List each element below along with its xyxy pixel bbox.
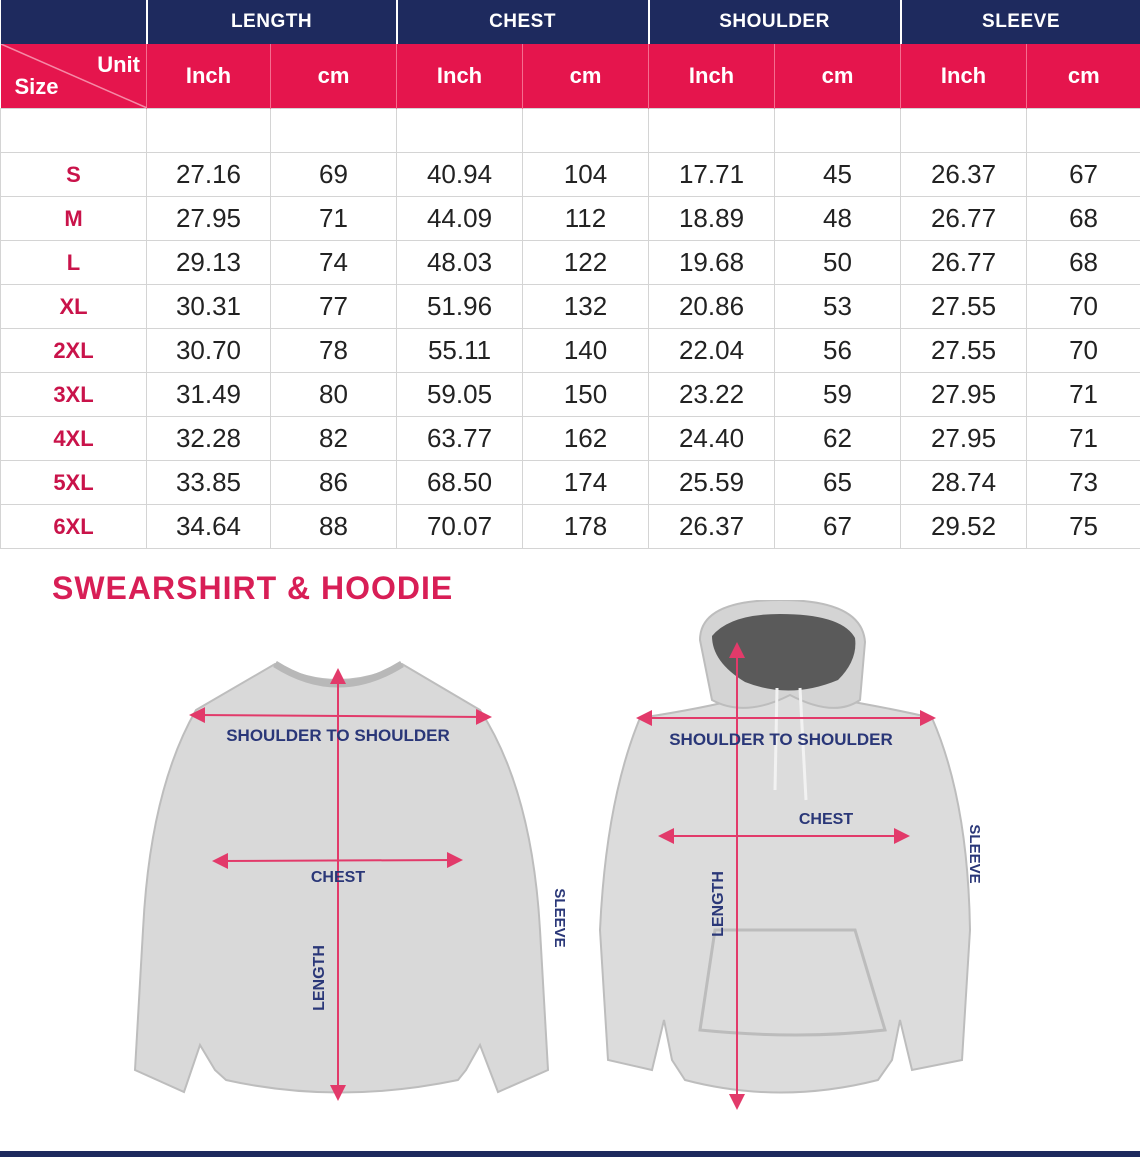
measurement-cell: 73	[1027, 461, 1140, 505]
size-label-cell: M	[1, 197, 147, 241]
empty-cell	[523, 109, 649, 153]
empty-cell	[271, 109, 397, 153]
measurement-cell: 71	[1027, 417, 1140, 461]
measurement-cell: 24.40	[649, 417, 775, 461]
hoodie-shoulder-label: SHOULDER TO SHOULDER	[669, 730, 893, 749]
group-header-blank	[1, 0, 147, 44]
measurement-cell: 59	[775, 373, 901, 417]
measurement-cell: 88	[271, 505, 397, 549]
measurement-cell: 40.94	[397, 153, 523, 197]
measurement-cell: 27.95	[147, 197, 271, 241]
measurement-cell: 32.28	[147, 417, 271, 461]
measurement-cell: 150	[523, 373, 649, 417]
unit-header-cell: Inch	[649, 44, 775, 109]
measurement-cell: 51.96	[397, 285, 523, 329]
measurement-cell: 17.71	[649, 153, 775, 197]
measurement-cell: 45	[775, 153, 901, 197]
measurement-group-header	[1, 0, 1140, 44]
hoodie-diagram	[600, 600, 983, 1102]
measurement-cell: 27.55	[901, 329, 1027, 373]
table-row	[1, 153, 1140, 197]
measurement-cell: 162	[523, 417, 649, 461]
table-row	[1, 505, 1140, 549]
group-header-chest: CHEST	[397, 0, 649, 44]
measurement-cell: 23.22	[649, 373, 775, 417]
unit-header-cell: cm	[271, 44, 397, 109]
size-chart-table	[0, 0, 1140, 549]
measurement-cell: 29.52	[901, 505, 1027, 549]
measurement-cell: 26.77	[901, 197, 1027, 241]
size-label-cell: L	[1, 241, 147, 285]
table-row	[1, 241, 1140, 285]
hoodie-sleeve-label: SLEEVE	[966, 824, 983, 884]
table-row	[1, 285, 1140, 329]
group-header-shoulder: SHOULDER	[649, 0, 901, 44]
measurement-cell: 82	[271, 417, 397, 461]
unit-header-row	[1, 44, 1140, 109]
unit-header-cell: Inch	[147, 44, 271, 109]
measurement-cell: 18.89	[649, 197, 775, 241]
measurement-cell: 27.55	[901, 285, 1027, 329]
size-label-cell: XL	[1, 285, 147, 329]
measurement-cell: 122	[523, 241, 649, 285]
measurement-cell: 78	[271, 329, 397, 373]
measurement-cell: 29.13	[147, 241, 271, 285]
measurement-cell: 48.03	[397, 241, 523, 285]
sweatshirt-sleeve-label: SLEEVE	[551, 888, 568, 948]
measurement-cell: 174	[523, 461, 649, 505]
measurement-cell: 27.95	[901, 417, 1027, 461]
measurement-cell: 28.74	[901, 461, 1027, 505]
measurement-cell: 26.37	[649, 505, 775, 549]
measurement-cell: 30.31	[147, 285, 271, 329]
measurement-cell: 70.07	[397, 505, 523, 549]
unit-header-cell: Inch	[901, 44, 1027, 109]
size-unit-corner	[1, 44, 147, 109]
empty-cell	[147, 109, 271, 153]
size-label-cell: 6XL	[1, 505, 147, 549]
sweatshirt-diagram	[135, 664, 568, 1093]
measurement-cell: 19.68	[649, 241, 775, 285]
measurement-cell: 33.85	[147, 461, 271, 505]
measurement-cell: 63.77	[397, 417, 523, 461]
measurement-cell: 30.70	[147, 329, 271, 373]
measurement-cell: 25.59	[649, 461, 775, 505]
measurement-cell: 86	[271, 461, 397, 505]
measurement-cell: 132	[523, 285, 649, 329]
measurement-cell: 27.95	[901, 373, 1027, 417]
measurement-cell: 70	[1027, 285, 1140, 329]
measurement-cell: 55.11	[397, 329, 523, 373]
corner-unit-label: Unit	[97, 52, 140, 77]
measurement-cell: 31.49	[147, 373, 271, 417]
unit-header-cell: Inch	[397, 44, 523, 109]
measurement-cell: 74	[271, 241, 397, 285]
table-spacer-row	[1, 109, 1140, 153]
measurement-cell: 56	[775, 329, 901, 373]
hoodie-length-label: LENGTH	[710, 871, 727, 937]
table-row	[1, 417, 1140, 461]
bottom-border-bar	[0, 1151, 1140, 1157]
measurement-cell: 67	[775, 505, 901, 549]
measurement-cell: 50	[775, 241, 901, 285]
measurement-cell: 104	[523, 153, 649, 197]
measurement-cell: 62	[775, 417, 901, 461]
sweatshirt-chest-label: CHEST	[310, 869, 366, 886]
empty-cell	[649, 109, 775, 153]
measurement-cell: 69	[271, 153, 397, 197]
measurement-cell: 80	[271, 373, 397, 417]
measurement-cell: 22.04	[649, 329, 775, 373]
measurement-cell: 34.64	[147, 505, 271, 549]
table-row	[1, 373, 1140, 417]
table-row	[1, 197, 1140, 241]
measurement-cell: 44.09	[397, 197, 523, 241]
corner-size-label: Size	[14, 74, 59, 99]
measurement-cell: 178	[523, 505, 649, 549]
measurement-cell: 65	[775, 461, 901, 505]
empty-cell	[1, 109, 147, 153]
measurement-cell: 68.50	[397, 461, 523, 505]
measurement-cell: 77	[271, 285, 397, 329]
size-label-cell: 4XL	[1, 417, 147, 461]
empty-cell	[901, 109, 1027, 153]
measurement-cell: 20.86	[649, 285, 775, 329]
table-row	[1, 329, 1140, 373]
unit-header-cell: cm	[775, 44, 901, 109]
measurement-cell: 67	[1027, 153, 1140, 197]
measurement-cell: 68	[1027, 241, 1140, 285]
measurement-cell: 75	[1027, 505, 1140, 549]
sweatshirt-length-label: LENGTH	[311, 945, 328, 1011]
measurement-cell: 140	[523, 329, 649, 373]
empty-cell	[775, 109, 901, 153]
section-title: SWEARSHIRT & HOODIE	[52, 570, 454, 606]
unit-header-cell: cm	[1027, 44, 1140, 109]
measurement-cell: 53	[775, 285, 901, 329]
size-label-cell: 5XL	[1, 461, 147, 505]
size-label-cell: 2XL	[1, 329, 147, 373]
unit-header-cell: cm	[523, 44, 649, 109]
measurement-cell: 59.05	[397, 373, 523, 417]
size-label-cell: S	[1, 153, 147, 197]
table-row	[1, 461, 1140, 505]
measurement-cell: 26.77	[901, 241, 1027, 285]
measurement-cell: 48	[775, 197, 901, 241]
garment-measurement-diagrams	[0, 600, 1140, 1150]
measurement-cell: 27.16	[147, 153, 271, 197]
empty-cell	[397, 109, 523, 153]
size-label-cell: 3XL	[1, 373, 147, 417]
measurement-cell: 71	[271, 197, 397, 241]
size-table-body	[1, 109, 1140, 549]
measurement-cell: 26.37	[901, 153, 1027, 197]
hoodie-chest-label: CHEST	[798, 811, 854, 828]
measurement-cell: 68	[1027, 197, 1140, 241]
measurement-cell: 70	[1027, 329, 1140, 373]
measurement-cell: 112	[523, 197, 649, 241]
empty-cell	[1027, 109, 1140, 153]
measurement-cell: 71	[1027, 373, 1140, 417]
sweatshirt-shoulder-label: SHOULDER TO SHOULDER	[226, 726, 450, 745]
group-header-length: LENGTH	[147, 0, 397, 44]
group-header-sleeve: SLEEVE	[901, 0, 1140, 44]
